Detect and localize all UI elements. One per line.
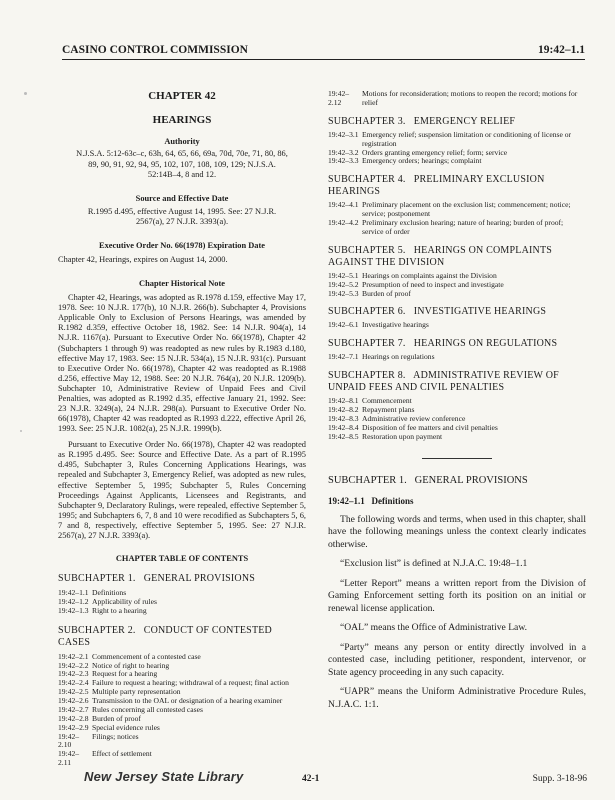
toc-subchapter-title: SUBCHAPTER 8. ADMINISTRATIVE REVIEW OF UNPAID FEES AND CIVIL PENALTIES	[328, 370, 562, 394]
toc-entry-number: 19:42–2.12	[328, 89, 350, 107]
toc-entry	[328, 321, 586, 330]
toc-subchapter-title: SUBCHAPTER 1. GENERAL PROVISIONS	[58, 573, 256, 585]
toc-entry	[328, 353, 586, 362]
toc-entry-title: Preliminary exclusion hearing; nature of hearing; burden of proof; service of order	[362, 218, 564, 236]
header-section-number: 19:42–1.1	[538, 44, 585, 56]
toc-entry-number: 19:42–8.5	[328, 431, 359, 441]
toc-entry-number: 19:42–2.6	[58, 696, 89, 706]
toc-entry-number: 19:42–5.3	[328, 288, 359, 298]
toc-entry-number: 19:42–1.2	[58, 596, 89, 606]
toc-entry-number: 19:42–2.7	[58, 704, 89, 714]
definition-paragraph: “OAL” means the Office of Administrative Law.	[340, 622, 528, 634]
toc-entry-title: Filings; notices	[92, 731, 139, 741]
toc-entry-title: Multiple party representation	[92, 687, 181, 697]
body-subchapter-title: SUBCHAPTER 1. GENERAL PROVISIONS	[328, 474, 528, 486]
toc-entry-number: 19:42–2.8	[58, 713, 89, 723]
toc-entry-number: 19:42–5.2	[328, 279, 359, 289]
toc-entry-number: 19:42–8.1	[328, 396, 359, 406]
definitions-body	[328, 514, 586, 711]
toc-entry-number: 19:42–2.1	[58, 651, 89, 661]
toc-entry-number: 19:42–1.1	[58, 588, 89, 598]
toc-entry-number: 19:42–3.2	[328, 147, 359, 157]
toc-entry	[328, 90, 586, 108]
toc-left	[58, 573, 306, 768]
definition-paragraph: “Letter Report” means a written report from the Division of Gaming Enforcement setting forth its position on an initial or renewal license application.	[328, 577, 586, 614]
definition-paragraph: “Exclusion list” is defined at N.J.A.C. 19:48–1.1	[340, 558, 528, 570]
toc-entry-title: Rules concerning all contested cases	[92, 704, 203, 714]
library-stamp: New Jersey State Library	[84, 769, 244, 784]
history-paragraph-2: Pursuant to Executive Order No. 66(1978), Chapter 42 was readopted as R.1995 d.495. See: Source and Effective Date. As a part of R.1995 d.495, Subchapter 3, Rules Concerning Applications Hearings, was repealed and Subchapter 3, Emergency Relief, was adopted as new rules, effective September 5, 1995; Subchapter 5, Rules Concerning Proceedings Against Applicants, Licensees and Registrants, and Subchapter 9, Declaratory Rulings, were repealed, effective September 5, 1995; and Subchapters 6, 7, 8 and 10 were recodified as Subchapters 5, 6, 7 and 8, respectively, effective September 5, 1995. See: 27 N.J.R. 2567(a), 27 N.J.R. 3393(a).	[58, 440, 306, 540]
toc-entry-title: Restoration upon payment	[362, 431, 443, 441]
supplement-date: Supp. 3-18-96	[532, 774, 587, 784]
toc-subchapter-title: SUBCHAPTER 4. PRELIMINARY EXCLUSION HEARINGS	[328, 174, 548, 198]
toc-heading: CHAPTER TABLE OF CONTENTS	[115, 554, 249, 564]
running-header	[62, 44, 585, 56]
toc-entry	[58, 750, 306, 768]
toc-entry	[328, 131, 586, 149]
scan-speck	[20, 430, 22, 432]
toc-entry-title: Emergency relief; suspension limitation or conditioning of license or registration	[362, 129, 572, 148]
source-heading: Source and Effective Date	[135, 193, 229, 203]
section-divider	[422, 458, 492, 459]
body-section-title: 19:42–1.1 Definitions	[328, 496, 414, 507]
toc-entry	[328, 157, 586, 166]
toc-entry-title: Burden of proof	[92, 713, 141, 723]
toc-subchapter-title: SUBCHAPTER 5. HEARINGS ON COMPLAINTS AGAINST THE DIVISION	[328, 244, 555, 268]
toc-entry-number: 19:42–2.3	[58, 669, 89, 679]
toc-entry-title: Failure to request a hearing; withdrawal of a request; final action	[92, 678, 289, 688]
toc-entry-number: 19:42–2.9	[58, 722, 89, 732]
toc-entry-number: 19:42–2.5	[58, 687, 89, 697]
toc-entry-title: Applicability of rules	[92, 596, 157, 606]
toc-entry	[328, 290, 586, 299]
toc-entry	[58, 733, 306, 751]
chapter-label: CHAPTER 42	[148, 90, 216, 102]
header-rule	[62, 59, 585, 60]
exec-order-text: Chapter 42, Hearings, expires on August 14, 2000.	[58, 255, 228, 264]
history-paragraph-1: Chapter 42, Hearings, was adopted as R.1978 d.159, effective May 17, 1978. See: 10 N.J.R. 177(b), 10 N.J.R. 266(b). Subchapter 4, Provisions Applicable Only to Exclusion of Persons Hearings, was amended by R.1982 d.359, effective October 18, 1982. See: 14 N.J.R. 904(a), 14 N.J.R. 1167(a). Pursuant to Executive Order No. 66(1978), Chapter 42 (Subchapters 1 through 9) was readopted as new rules by R.1983 d.180, effective May 17, 1983. See: 15 N.J.R. 534(a), 15 N.J.R. 931(c). Pursuant to Executive Order No. 66(1978), Chapter 42 was readopted as R.1988 d.256, effective May 12, 1988. See: 20 N.J.R. 764(a), 20 N.J.R. 1209(b). Subchapter 10, Administrative Review of Unpaid Fees and Civil Penalties, was adopted as R.1992 d.35, effective January 21, 1992. See: 23 N.J.R. 3249(a), 24 N.J.R. 298(a). Pursuant to Executive Order No. 66(1978), Chapter 42 was readopted as R.1993 d.222, effective April 26, 1993. See: 25 N.J.R. 1082(a), 25 N.J.R. 1999(b).	[58, 293, 306, 434]
toc-entry-number: 19:42–6.1	[328, 320, 359, 330]
authority-text: N.J.S.A. 5:12-63c–c, 63h, 64, 65, 66, 69a, 70d, 70e, 71, 80, 86, 89, 90, 91, 92, 94, 95, 102, 107, 108, 109, 129; N.J.S.A. 52:14B–4, 8 and 12.	[76, 149, 288, 179]
toc-entry-number: 19:42–2.4	[58, 678, 89, 688]
toc-entry-title: Right to a hearing	[92, 605, 147, 615]
toc-entry-number: 19:42–4.1	[328, 200, 359, 210]
toc-entry	[58, 607, 306, 616]
toc-entry-number: 19:42–2.2	[58, 660, 89, 670]
exec-order-heading: Executive Order No. 66(1978) Expiration Date	[99, 240, 265, 250]
toc-entry-number: 19:42–7.1	[328, 352, 359, 362]
toc-entry-title: Hearings on complaints against the Division	[362, 270, 497, 280]
page-number: 42-1	[302, 774, 320, 784]
definition-paragraph: “UAPR” means the Uniform Administrative Procedure Rules, N.J.A.C. 1:1.	[328, 686, 586, 710]
toc-entry-title: Burden of proof	[362, 288, 411, 298]
toc-entry-number: 19:42–3.3	[328, 156, 359, 166]
toc-entry	[328, 219, 586, 237]
toc-entry-title: Hearings on regulations	[362, 352, 435, 362]
toc-entry-title: Special evidence rules	[92, 722, 160, 732]
definition-paragraph: “Party” means any person or entity directly involved in a contested case, including petitioner, respondent, intervenor, or State agency proceeding in any such capacity.	[328, 641, 586, 678]
toc-entry-title: Orders granting emergency relief; form; service	[362, 147, 508, 157]
toc-entry-title: Request for a hearing	[92, 669, 158, 679]
toc-entry-number: 19:42–4.2	[328, 218, 359, 227]
toc-right	[328, 116, 586, 442]
toc-entry	[328, 201, 586, 219]
scan-speck	[24, 92, 27, 95]
toc-entry-title: Investigative hearings	[362, 320, 429, 330]
toc-entry-title: Definitions	[92, 588, 127, 598]
toc-subchapter-title: SUBCHAPTER 6. INVESTIGATIVE HEARINGS	[328, 306, 547, 318]
header-title: CASINO CONTROL COMMISSION	[62, 44, 248, 56]
toc-entry-title: Emergency orders; hearings; complaint	[362, 156, 482, 166]
toc-entry-title: Commencement of a contested case	[92, 651, 201, 661]
toc-entry-number: 19:42–1.3	[58, 605, 89, 615]
toc-right-continued	[328, 90, 586, 108]
toc-subchapter-title: SUBCHAPTER 3. EMERGENCY RELIEF	[328, 115, 516, 127]
toc-subchapter-title: SUBCHAPTER 2. CONDUCT OF CONTESTED CASES	[58, 624, 275, 648]
right-column	[328, 88, 586, 711]
authority-heading: Authority	[164, 137, 200, 147]
toc-entry-title: Commencement	[362, 396, 412, 406]
chapter-title: HEARINGS	[152, 114, 212, 127]
toc-entry	[328, 433, 586, 442]
toc-entry-title: Motions for reconsideration; motions to reopen the record; motions for relief	[362, 89, 578, 107]
toc-entry-title: Transmission to the OAL or designation of a hearing examiner	[92, 696, 283, 706]
toc-entry-number: 19:42–8.2	[328, 405, 359, 414]
toc-entry-title: Repayment plans	[362, 405, 415, 414]
source-text: R.1995 d.495, effective August 14, 1995. See: 27 N.J.R. 2567(a), 27 N.J.R. 3393(a).	[87, 206, 277, 226]
toc-entry-title: Administrative review conference	[362, 413, 466, 423]
toc-entry-title: Presumption of need to inspect and investigate	[362, 279, 504, 289]
toc-entry-number: 19:42–8.3	[328, 413, 359, 423]
intro-paragraph: The following words and terms, when used in this chapter, shall have the following meanings unless the context clearly indicates otherwise.	[328, 513, 586, 550]
toc-entry-number: 19:42–8.4	[328, 422, 359, 432]
toc-entry-title: Effect of settlement	[92, 749, 152, 759]
toc-subchapter-title: SUBCHAPTER 7. HEARINGS ON REGULATIONS	[328, 338, 558, 350]
toc-entry-number: 19:42–2.11	[58, 749, 80, 768]
toc-entry-number: 19:42–5.1	[328, 270, 359, 280]
left-column	[58, 88, 306, 768]
toc-entry-number: 19:42–2.10	[58, 731, 80, 750]
toc-entry-title: Notice of right to hearing	[92, 660, 170, 670]
toc-entry-title: Disposition of fee matters and civil penalties	[362, 422, 498, 432]
toc-entry-title: Preliminary placement on the exclusion list; commencement; notice; service; postponement	[362, 200, 571, 219]
history-heading: Chapter Historical Note	[139, 279, 225, 289]
toc-entry-number: 19:42–3.1	[328, 129, 359, 139]
